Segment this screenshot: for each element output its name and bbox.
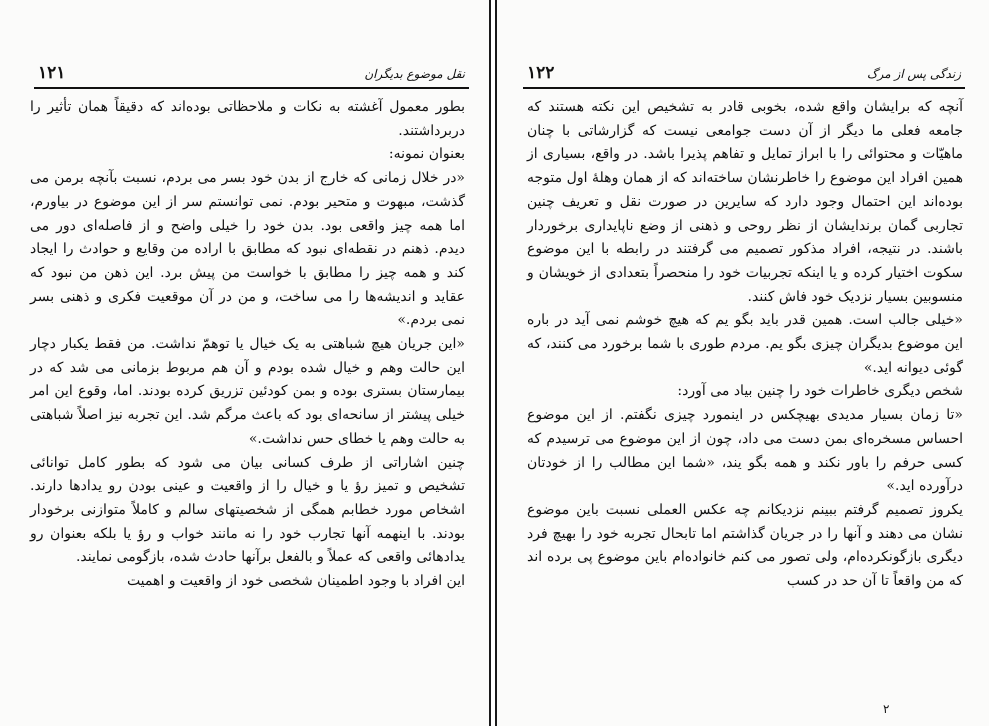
right-page-header (523, 63, 965, 89)
left-page-header (34, 63, 469, 89)
paragraph: بطور معمول آغشته به نکات و ملاحظاتی بوده‌اند که دقیقاً همان تأثیر را دربرداشتند. (30, 99, 465, 139)
paragraph: شخص دیگری خاطرات خود را چنین بیاد می آورد: (677, 383, 963, 400)
right-page (497, 0, 989, 726)
paragraph: «خیلی جالب است. همین قدر باید بگو یم که هیچ خوشم نمی آید در باره این موضوع بدیگران چیزی بگو یم. مردم طوری با شما برخورد می کنند، که گوئی دیوانه اید.» (527, 312, 963, 376)
paragraph: چنین اشاراتی از طرف کسانی بیان می شود که بطور کامل توانائی تشخیص و تمیز رؤ یا و خیال را از واقعیت و عینی بودن رو یدادها دارند. اشخاص مورد خطابم همگی از شخصیتهای سالم و کاملاً متوازنی برخودار بودند. با اینهمه آنها تجارب خود را نه مانند خواب و رؤ یا بلکه بعنوان رو یدادهائی واقعی که عملاً و بالفعل برآنها حادث شده، بازگومی نمایند. (30, 454, 465, 566)
paragraph: آنچه که برایشان واقع شده، بخوبی قادر به تشخیص این نکته هستند که جامعه فعلی ما دیگر از آن دست جوامعی نیست که گزارشاتی با چنان ماهیّات و محتوائی را با ابراز تمایل و تفاهم پذیرا باشد. در واقع، بسیاری از همین افراد این موضوع را خاطرنشان ساخته‌اند که از همان وهلهٔ اول متوجه بوده‌اند این احتمال وجود دارد که سایرین در صورت نقل و تعریف چنین تجاربی گمان برندایشان از نظر روحی و ذهنی از وضع ناپایداری برخوردار باشند. در نتیجه، افراد مذکور تصمیم می گرفتند در رابطه با این موضوع سکوت اختیار کرده و یا اینکه تجربیات خود را منحصراً بتعدادی از خویشان و منسوبین بسیار نزدیک خود فاش کنند. (527, 99, 963, 305)
paragraph: «این جریان هیچ شباهتی به یک خیال یا توهمّ نداشت. من فقط یکبار دچار این حالت وهم و خیال شده بودم و آن هم مربوط بزمانی می شد که در بیمارستان بستری بوده و بمن کودئین تزریق کرده بودند. اما، وقوع این امر خیلی پیشتر از سانحه‌ای بود که باعث مرگم شد. این تجربه نیز اصلاً شباهتی به حالت وهم یا خطای حس نداشت.» (30, 336, 465, 447)
right-body-text (527, 96, 963, 594)
paragraph: یکروز تصمیم گرفتم ببینم نزدیکانم چه عکس العملی نسبت باین موضوع نشان می دهند و آنها را در جریان گذاشتم اما تابحال تجربه خود را بهیچ فرد دیگری بازگونکرده‌ام، ولی تصور می کنم خانواده‌ام باین موضوع پی برده اند که من واقعاً تا آن حد در کسب (527, 501, 963, 590)
left-page (0, 0, 489, 726)
paragraph: بعنوان نمونه: (388, 146, 465, 163)
left-body-text (30, 96, 465, 594)
right-page-number: ۱۲۲ (527, 63, 555, 83)
left-running-title: نقل موضوع بدیگران (364, 67, 465, 81)
left-page-number: ۱۲۱ (38, 63, 66, 83)
paragraph: «در خلال زمانی که خارج از بدن خود بسر می بردم، نسبت بآنچه برمن می گذشت، مبهوت و متحیر بودم. نمی توانستم سر از این موضوع در بیاورم، اما همه چیز واقعی بود. بدن خود را خیلی واضح و از فاصله‌ای دور می دیدم. ذهنم در نقطه‌ای نبود که مطابق با اراده من وقایع و حوادث را ایجاد کند و همه چیز را مطابق با خواست من پیش برد. این ذهن من نبود که عقاید و اندیشه‌ها را می ساخت، و من در آن موقعیت فکری و ذهنی بسر نمی بردم.» (30, 170, 465, 329)
paragraph: این افراد با وجود اطمینان شخصی خود از واقعیت و اهمیت (126, 573, 465, 590)
right-running-title: زندگی پس از مرگ (866, 67, 961, 81)
paragraph: «تا زمان بسیار مدیدی بهیچکس در اینمورد چیزی نگفتم. از این موضوع احساس مسخره‌ای بمن دست می داد، چون از این موضوع می ترسیدم که کسی حرفم را باور نکند و همه بگو یند، «شما این مطالب را از خودتان درآورده اید.» (527, 407, 963, 495)
footer-signature-mark: ۲ (883, 702, 890, 716)
left-page-edge (489, 0, 491, 726)
